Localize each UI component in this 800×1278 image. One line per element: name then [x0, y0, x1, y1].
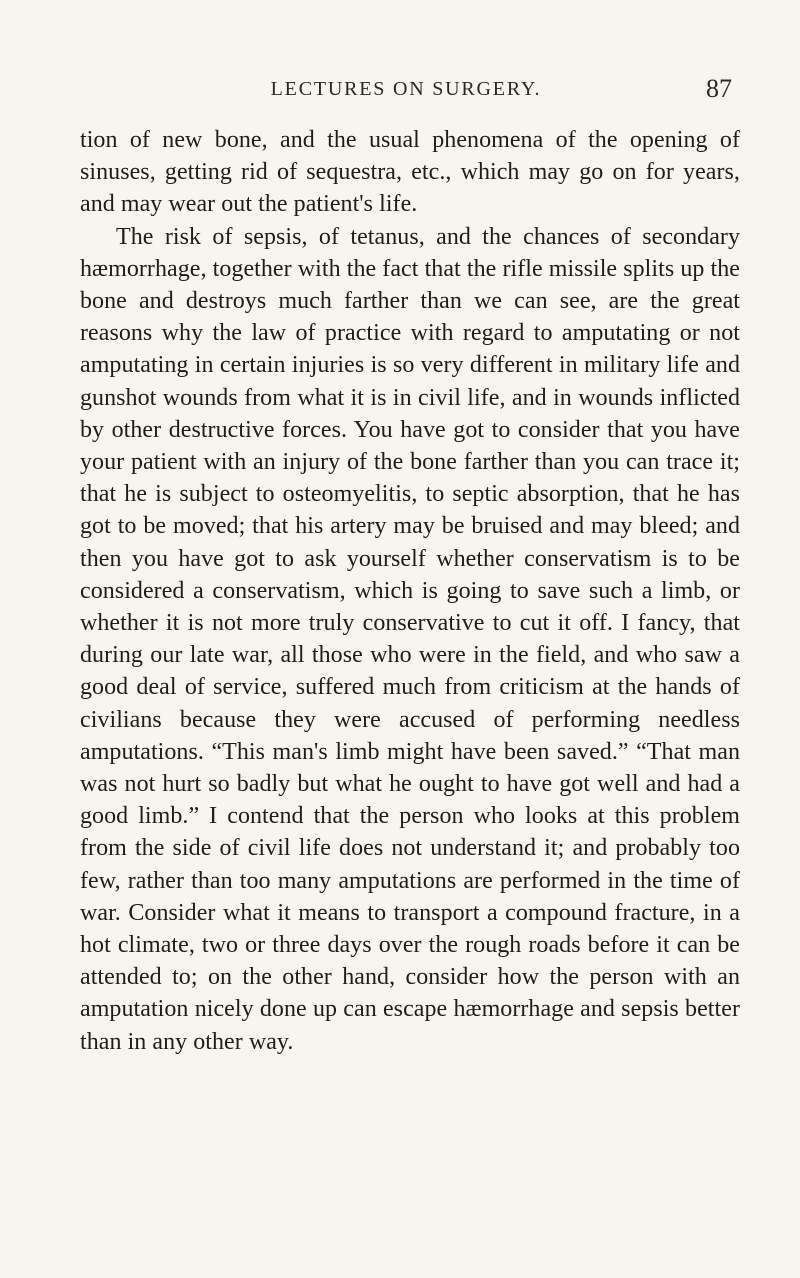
running-title: LECTURES ON SURGERY.	[270, 78, 542, 100]
main-paragraph: The risk of sepsis, of tetanus, and the chances of secondary hæmorrhage, together with the fact that the rifle missile splits up the bone and destroys much farther than we can see, are the great reasons why the law of practice with regard to amputating or not amputating in certain injuries is so very different in military life and gunshot wounds from what it is in civil life, and in wounds inflicted by other destructive forces. You have got to consider that you have your patient with an injury of the bone farther than you can trace it; that he is subject to osteomyelitis, to septic absorption, that he has got to be moved; that his artery may be bruised and may bleed; and then you have got to ask yourself whether conservatism is to be considered a conservatism, which is going to save such a limb, or whether it is not more truly conservative to cut it off. I fancy, that during our late war, all those who were in the field, and who saw a good deal of service, suffered much from criticism at the hands of civilians because they were accused of performing needless amputations. “This man's limb might have been saved.” “That man was not hurt so badly but what he ought to have got well and had a good limb.” I contend that the person who looks at this problem from the side of civil life does not understand it; and probably too few, rather than too many amputations are performed in the time of war. Consider what it means to transport a compound fracture, in a hot climate, two or three days over the rough roads before it can be attended to; on the other hand, consider how the person with an amputation nicely done up can escape hæmorrhage and sepsis better than in any other way.	[80, 223, 740, 1055]
running-head	[80, 72, 732, 106]
page-number: 87	[706, 74, 732, 103]
continued-paragraph: tion of new bone, and the usual phenomena of the opening of sinuses, getting rid of sequestra, etc., which may go on for years, and may wear out the patient's life.	[80, 127, 740, 218]
body-text	[80, 124, 740, 1058]
